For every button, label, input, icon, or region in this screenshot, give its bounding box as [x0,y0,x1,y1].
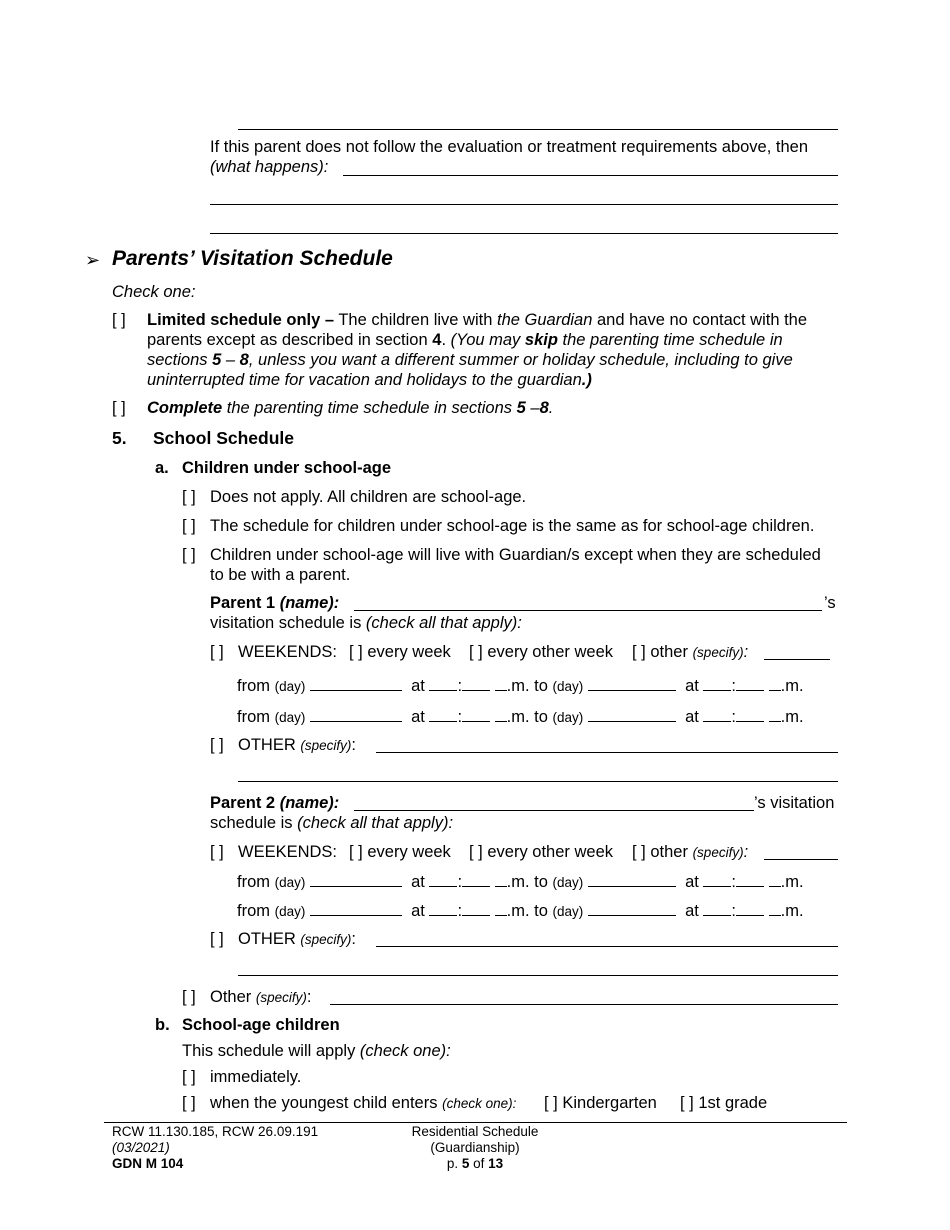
parent1-from-row-1: from (day) at : .m. to (day) at : .m. [237,677,804,695]
answer-line[interactable] [210,233,838,234]
parent2-name-label: Parent 2 (name): [210,794,340,812]
footer-date: (03/2021) [112,1140,170,1155]
hour-input[interactable] [429,706,457,722]
parent1-from-row-2: from (day) at : .m. to (day) at : .m. [237,708,804,726]
a-other-answer-line[interactable] [330,1004,838,1005]
parent2-other-answer-line-2[interactable] [238,975,838,976]
parent1-name-line[interactable] [354,610,822,611]
b-opt2-checkbox[interactable]: [ ] [182,1094,196,1112]
hour-input[interactable] [429,675,457,691]
parent2-other-caps-label: OTHER (specify): [238,930,356,948]
parent1-other-answer-line[interactable] [376,752,838,753]
minute-input[interactable] [462,900,490,916]
section-number: 5. [112,428,127,448]
ampm-input[interactable] [495,900,507,916]
parent2-other-answer-line[interactable] [376,946,838,947]
from-day-input[interactable] [310,675,402,691]
section-title: Parents’ Visitation Schedule [112,247,393,270]
minute-input[interactable] [736,706,764,722]
b-opt1-text: immediately. [210,1068,302,1086]
parent2-name-line[interactable] [354,810,754,811]
a-other-label: Other (specify): [210,988,312,1006]
opt3-checkbox[interactable]: [ ] [182,546,196,564]
from-day-input[interactable] [310,706,402,722]
parent1-other-caps-label: OTHER (specify): [238,736,356,754]
b-opt2-text: when the youngest child enters (check one): [210,1094,517,1112]
ampm-input[interactable] [769,900,781,916]
parent2-from-row-2: from (day) at : .m. to (day) at : .m. [237,902,804,920]
from-day-input[interactable] [310,900,402,916]
ampm-input[interactable] [495,675,507,691]
minute-input[interactable] [462,706,490,722]
parent1-every-other-week-option[interactable]: [ ] every other week [469,643,614,661]
parent2-weekends-checkbox[interactable]: [ ] [210,843,224,861]
to-day-input[interactable] [588,871,676,887]
minute-input[interactable] [462,871,490,887]
subsection-b-letter: b. [155,1016,170,1034]
footer-rule [104,1122,847,1123]
parent2-weekends-label: WEEKENDS: [238,843,338,861]
minute-input[interactable] [736,675,764,691]
consequence-text: If this parent does not follow the evaluation or treatment requirements above, then [210,138,809,156]
opt3-text-line1: Children under school-age will live with Guardian/s except when they are scheduled [210,546,821,564]
parent1-other-specify-line[interactable] [764,659,830,660]
parent2-every-other-week-option[interactable]: [ ] every other week [469,843,614,861]
parent1-other-option[interactable]: [ ] other (specify): [632,643,749,661]
limited-schedule-text: Limited schedule only – The children live with the Guardian and have no contact with the parents except as described in section 4. (You may skip the parenting time schedule in sections 5 – 8, unless you want a different summer or holiday schedule, including to give uninterrupted time for vacation and holidays to the guardian.) [147,311,808,389]
ampm-input[interactable] [495,706,507,722]
footer-rcw: RCW 11.130.185, RCW 26.09.191 [112,1124,319,1139]
parent2-every-week-option[interactable]: [ ] every week [349,843,451,861]
parent1-weekends-label: WEEKENDS: [238,643,338,661]
first-grade-option[interactable]: [ ] 1st grade [680,1094,768,1112]
parent2-other-specify-line[interactable] [764,859,838,860]
minute-input[interactable] [462,675,490,691]
parent1-every-week-option[interactable]: [ ] every week [349,643,451,661]
ampm-input[interactable] [769,675,781,691]
limited-checkbox[interactable]: [ ] [112,311,126,329]
opt2-checkbox[interactable]: [ ] [182,517,196,535]
ampm-input[interactable] [495,871,507,887]
arrow-bullet-icon: ➢ [85,250,101,270]
kindergarten-option[interactable]: [ ] Kindergarten [544,1094,657,1112]
footer-page-number: p. 5 of 13 [446,1156,504,1171]
opt2-text: The schedule for children under school-age is the same as for school-age children. [210,517,815,535]
subsection-a-title: Children under school-age [182,459,392,477]
subsection-a-letter: a. [155,459,169,477]
minute-input[interactable] [736,871,764,887]
parent1-schedule-intro: visitation schedule is (check all that apply): [210,614,522,632]
complete-checkbox[interactable]: [ ] [112,399,126,417]
b-apply-text: This schedule will apply (check one): [182,1042,451,1060]
parent1-other-checkbox[interactable]: [ ] [210,736,224,754]
from-day-input[interactable] [310,871,402,887]
hour-input[interactable] [703,871,731,887]
consequence-answer-line[interactable] [343,175,838,176]
opt1-checkbox[interactable]: [ ] [182,488,196,506]
ampm-input[interactable] [769,871,781,887]
footer-doc-subtitle: (Guardianship) [430,1140,520,1155]
minute-input[interactable] [736,900,764,916]
ampm-input[interactable] [769,706,781,722]
parent1-name-suffix: ’s [824,594,836,612]
parent2-other-checkbox[interactable]: [ ] [210,930,224,948]
hour-input[interactable] [429,871,457,887]
hour-input[interactable] [703,900,731,916]
opt1-text: Does not apply. All children are school-age. [210,488,527,506]
answer-line[interactable] [210,204,838,205]
parent1-other-answer-line-2[interactable] [238,781,838,782]
hour-input[interactable] [703,675,731,691]
parent1-name-label: Parent 1 (name): [210,594,340,612]
to-day-input[interactable] [588,706,676,722]
school-schedule-title: School Schedule [153,428,294,448]
hour-input[interactable] [703,706,731,722]
complete-schedule-text: Complete the parenting time schedule in sections 5 –8. [147,399,554,417]
to-day-input[interactable] [588,900,676,916]
footer-form-number: GDN M 104 [112,1156,184,1171]
hour-input[interactable] [429,900,457,916]
a-other-checkbox[interactable]: [ ] [182,988,196,1006]
opt3-text-line2: to be with a parent. [210,566,351,584]
b-opt1-checkbox[interactable]: [ ] [182,1068,196,1086]
parent2-from-row-1: from (day) at : .m. to (day) at : .m. [237,873,804,891]
parent2-name-suffix: ’s visitation [754,794,835,812]
parent2-schedule-intro: schedule is (check all that apply): [210,814,454,832]
check-one-instruction: Check one: [112,283,196,301]
consequence-prompt: (what happens): [210,158,329,176]
footer-doc-title: Residential Schedule [411,1124,539,1139]
subsection-b-title: School-age children [182,1016,340,1034]
answer-line[interactable] [238,129,838,130]
parent2-other-option[interactable]: [ ] other (specify): [632,843,749,861]
parent1-weekends-checkbox[interactable]: [ ] [210,643,224,661]
to-day-input[interactable] [588,675,676,691]
